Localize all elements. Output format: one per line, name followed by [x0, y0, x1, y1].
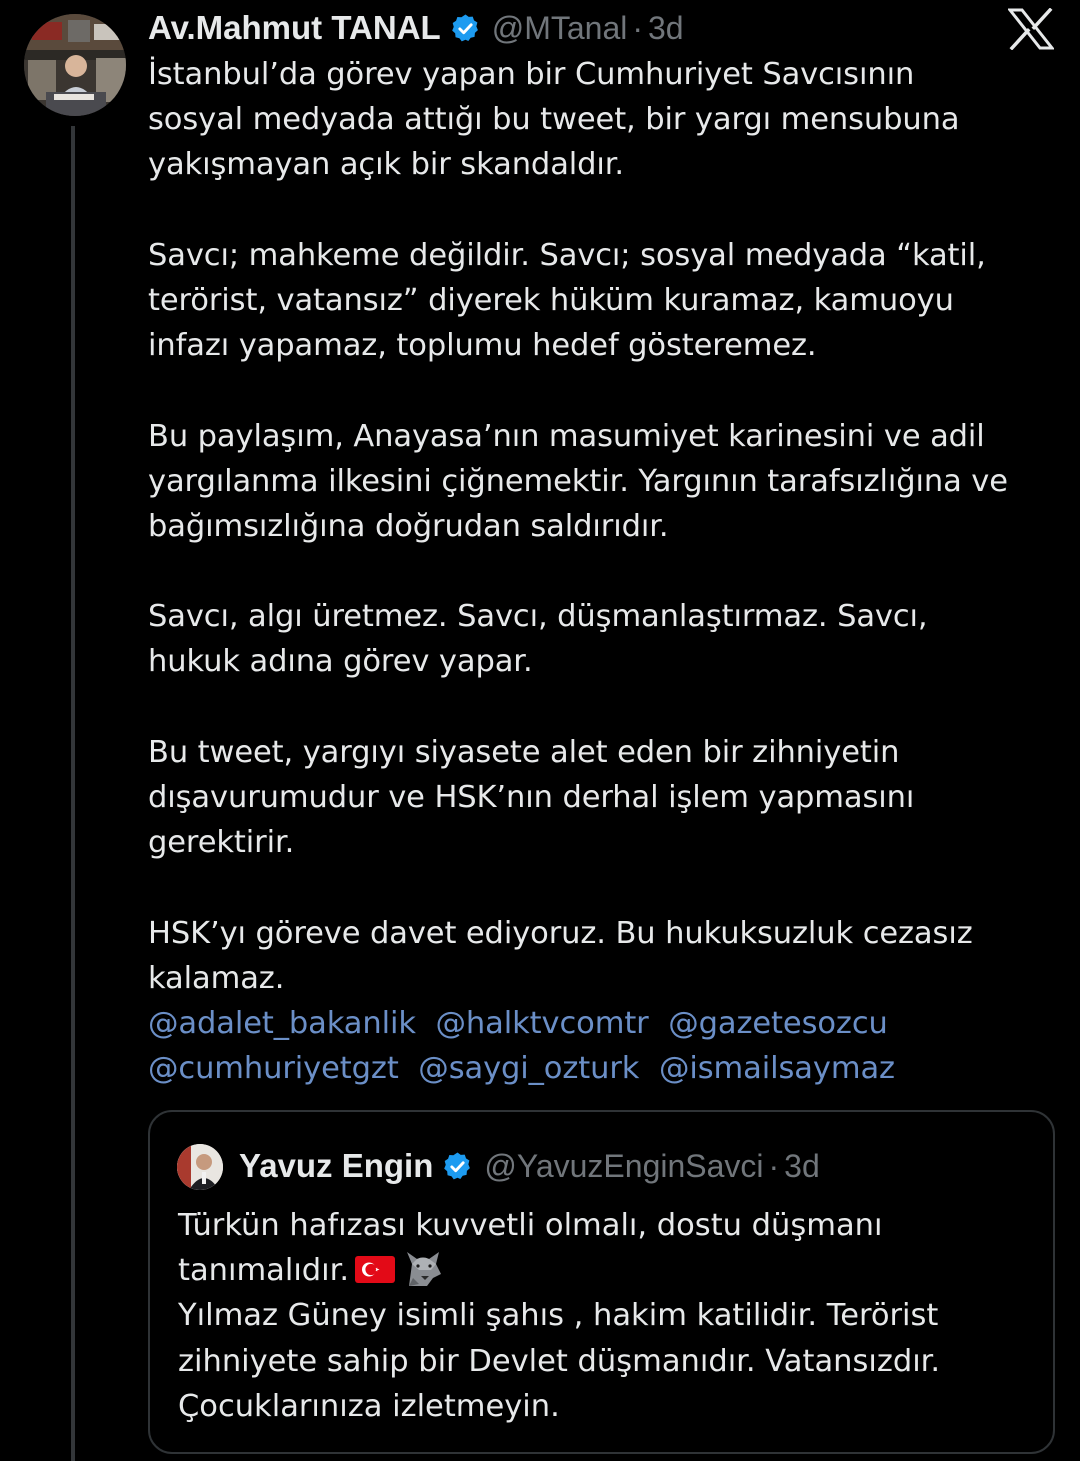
- tweet-line: İstanbul’da görev yapan bir Cumhuriyet Savcısının: [148, 57, 915, 92]
- tweet-line: dışavurumudur ve HSK’nın derhal işlem yapmasını: [148, 780, 915, 815]
- quoted-line: Türkün hafızası kuvvetli olmalı, dostu düşmanı: [178, 1208, 883, 1243]
- separator-dot: ·: [632, 9, 643, 46]
- quoted-line-with-emoji: [178, 1248, 1048, 1293]
- quoted-author-avatar[interactable]: [177, 1144, 223, 1190]
- quoted-tweet-text: [178, 1203, 1048, 1429]
- tweet-line: Bu paylaşım, Anayasa’nın masumiyet karinesini ve adil: [148, 418, 985, 454]
- tweet-line: Savcı, algı üretmez. Savcı, düşmanlaştırmaz. Savcı,: [148, 599, 928, 635]
- thread-line: [71, 126, 75, 1461]
- mention-link[interactable]: @adalet_bakanlik: [148, 1005, 416, 1041]
- quoted-line-text: tanımalıdır.: [178, 1253, 350, 1289]
- tweet-line: HSK’yı göreve davet ediyoruz. Bu hukuksuzluk cezasız: [148, 915, 973, 951]
- tweet-line: infazı yapamaz, toplumu hedef gösteremez.: [148, 328, 817, 364]
- verified-badge-icon: [450, 13, 481, 44]
- mention-link[interactable]: @ismailsaymaz: [658, 1051, 895, 1087]
- turkey-flag-icon: [355, 1256, 395, 1283]
- author-name[interactable]: Av.Mahmut TANAL: [148, 9, 441, 46]
- tweet-text: [148, 52, 1060, 1091]
- mention-link[interactable]: @cumhuriyetgzt: [148, 1051, 399, 1087]
- mention-link[interactable]: @gazetesozcu: [668, 1005, 888, 1041]
- tweet-line: gerektirir.: [148, 825, 295, 861]
- tweet-line: hukuk adına görev yapar.: [148, 644, 533, 680]
- tweet-timestamp[interactable]: 3d: [648, 9, 684, 46]
- quoted-author-handle[interactable]: @YavuzEnginSavci: [484, 1147, 764, 1184]
- quoted-line: Çocuklarınıza izletmeyin.: [178, 1388, 560, 1424]
- author-avatar[interactable]: [24, 14, 126, 116]
- quoted-author-name[interactable]: Yavuz Engin: [239, 1147, 434, 1184]
- quoted-line: zihniyete sahip bir Devlet düşmanıdır. Vatansızdır.: [178, 1343, 941, 1379]
- author-handle[interactable]: @MTanal: [491, 9, 628, 46]
- x-logo-icon: [1008, 8, 1054, 50]
- mentions-line: [148, 1046, 1060, 1091]
- tweet-line: Savcı; mahkeme değildir. Savcı; sosyal medyada “katil,: [148, 237, 986, 273]
- wolf-icon: [403, 1248, 447, 1288]
- tweet-header: [148, 6, 684, 50]
- tweet-line: kalamaz.: [148, 960, 285, 996]
- separator-dot: ·: [768, 1147, 780, 1184]
- verified-badge-icon: [442, 1151, 473, 1182]
- tweet-line: Bu tweet, yargıyı siyasete alet eden bir zihniyetin: [148, 734, 900, 770]
- tweet-line: sosyal medyada attığı bu tweet, bir yargı mensubuna: [148, 102, 960, 138]
- tweet-line: terörist, vatansız” diyerek hüküm kuramaz, kamuoyu: [148, 282, 954, 318]
- tweet-line: bağımsızlığına doğrudan saldırıdır.: [148, 508, 669, 544]
- quoted-tweet-timestamp[interactable]: 3d: [784, 1147, 820, 1184]
- quoted-line: Yılmaz Güney isimli şahıs , hakim katilidir. Terörist: [178, 1298, 939, 1334]
- mention-link[interactable]: @saygi_ozturk: [418, 1051, 640, 1087]
- tweet-line: yakışmayan açık bir skandaldır.: [148, 147, 625, 183]
- mention-link[interactable]: @halktvcomtr: [435, 1005, 649, 1041]
- quoted-tweet-header: [239, 1144, 820, 1188]
- mentions-line: [148, 1001, 1060, 1046]
- quoted-tweet-card[interactable]: [148, 1110, 1055, 1454]
- tweet-line: yargılanma ilkesini çiğnemektir. Yargının tarafsızlığına ve: [148, 463, 1008, 499]
